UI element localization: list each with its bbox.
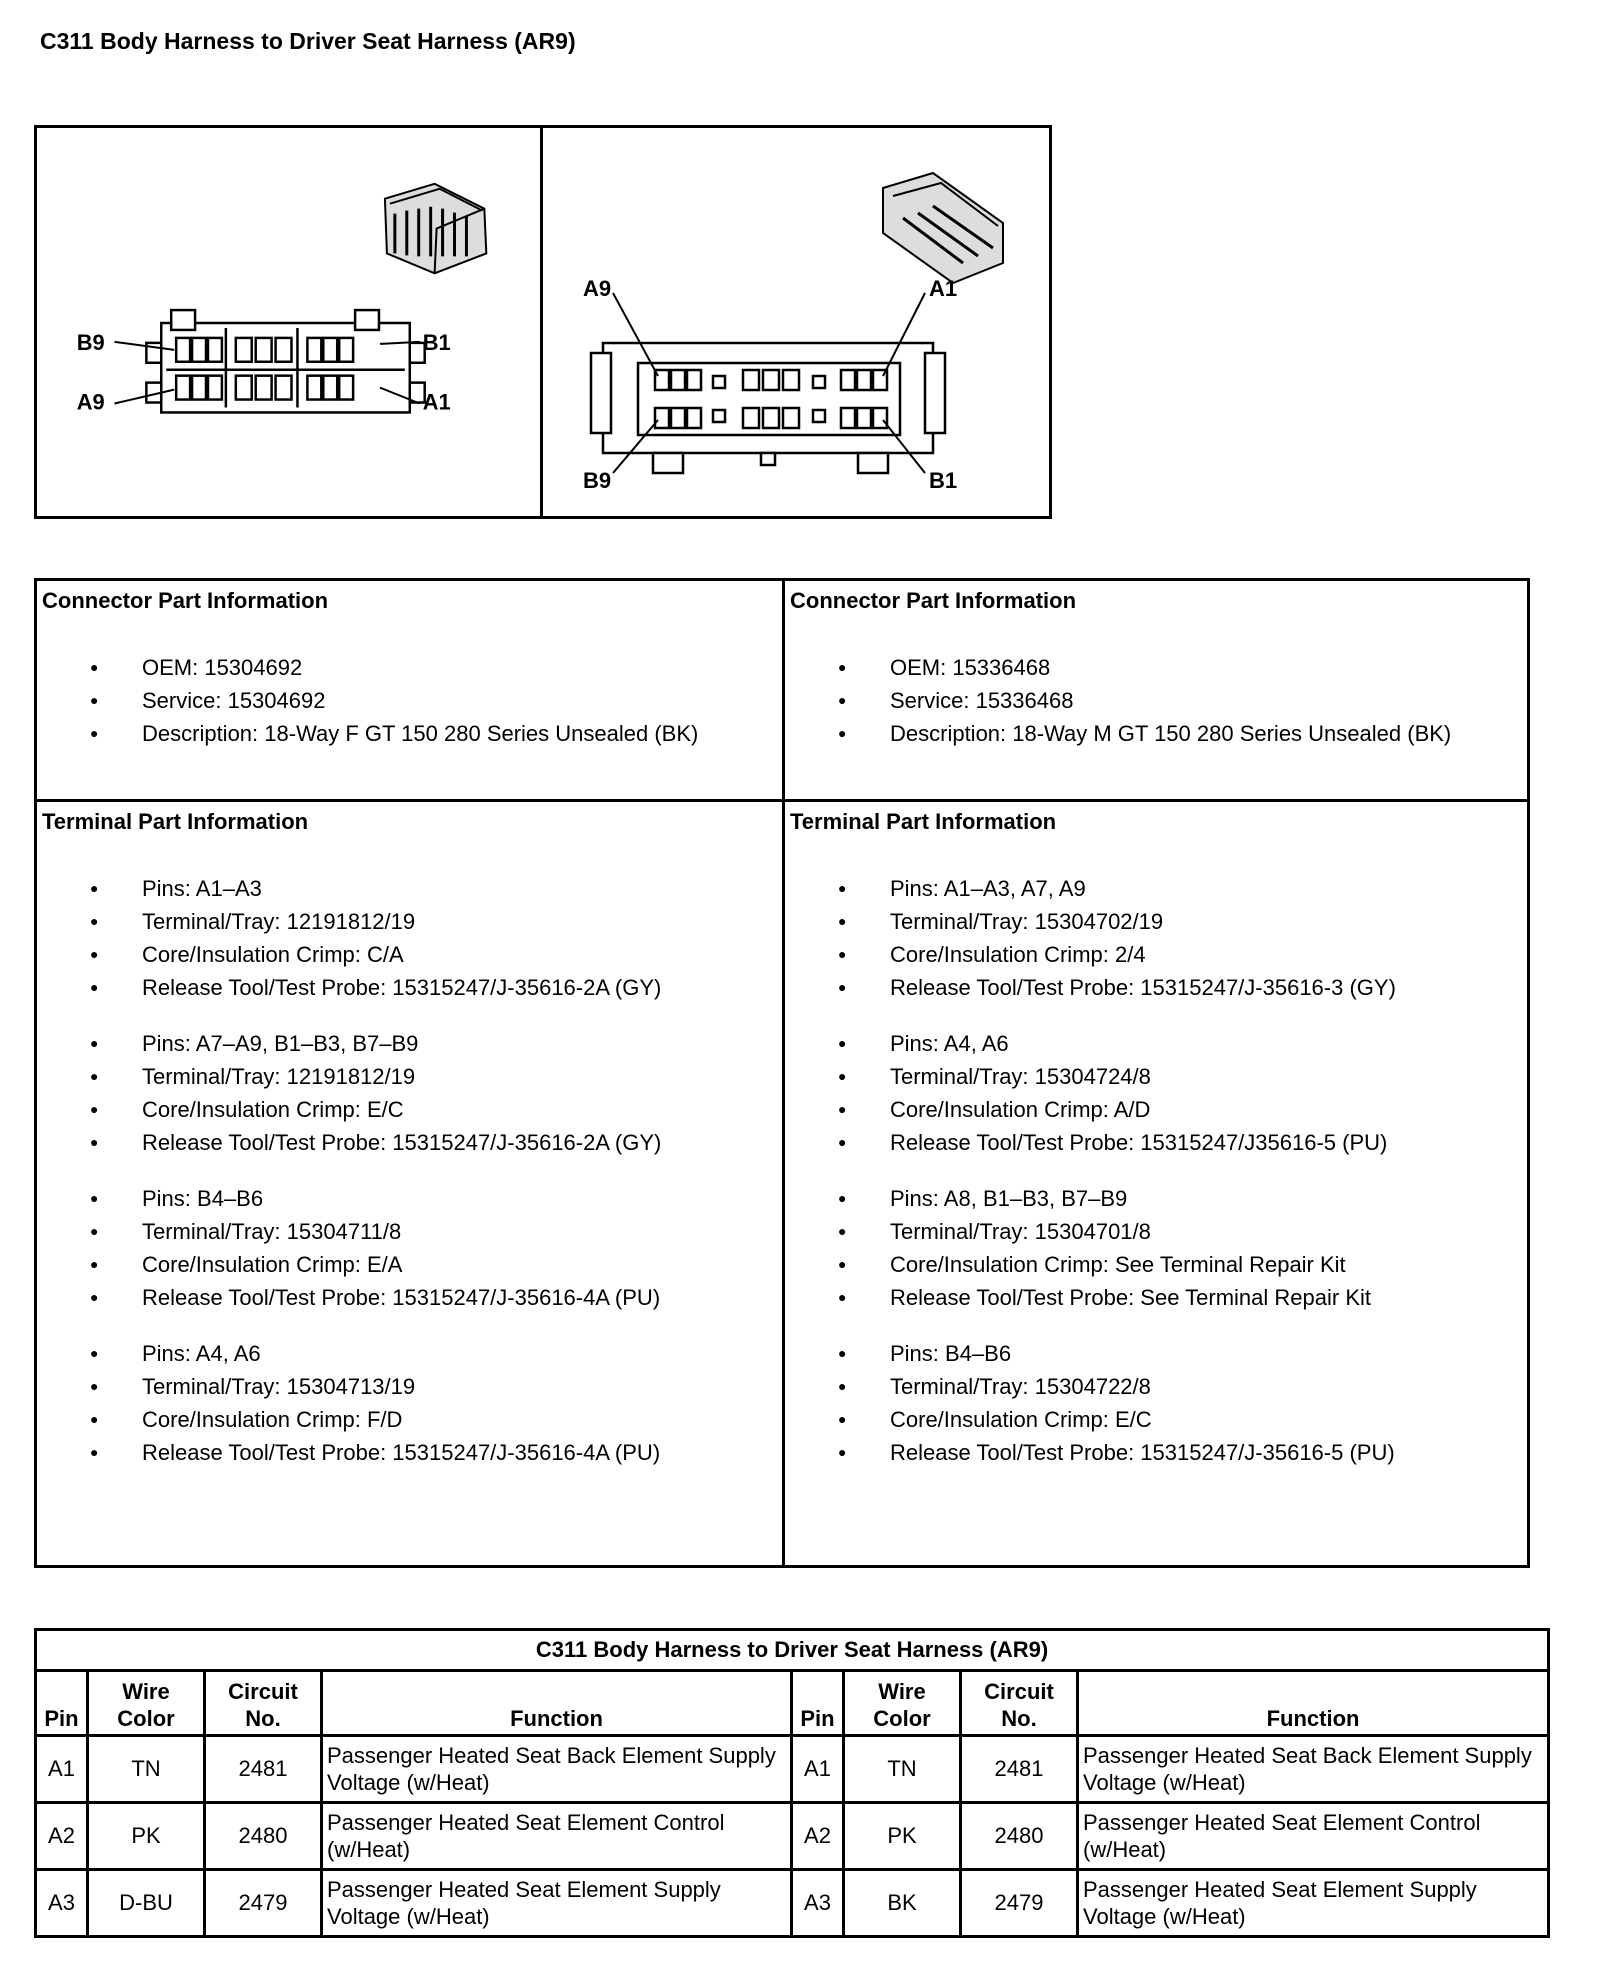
list-item: ● Pins: A8, B1–B3, B7–B9 (790, 1182, 1527, 1215)
list-item: ● Terminal/Tray: 15304722/8 (790, 1370, 1527, 1403)
list-item: ● OEM: 15336468 (790, 651, 1527, 684)
terminal-group (42, 1182, 782, 1314)
col-function: Function (1078, 1671, 1549, 1736)
list-item: ● Core/Insulation Crimp: E/A (42, 1248, 782, 1281)
list-item: ● Core/Insulation Crimp: E/C (790, 1403, 1527, 1436)
cell-pin: A1 (36, 1736, 88, 1803)
list-item: ● Terminal/Tray: 15304701/8 (790, 1215, 1527, 1248)
col-wire-color: Wire Color (88, 1671, 205, 1736)
connector-info-list (42, 651, 782, 750)
connector-figures (34, 125, 1052, 519)
label-b1: B1 (422, 329, 451, 355)
list-item: ● Terminal/Tray: 15304724/8 (790, 1060, 1527, 1093)
cell-color: TN (844, 1736, 961, 1803)
list-item: ● Terminal/Tray: 15304713/19 (42, 1370, 782, 1403)
page-title: C311 Body Harness to Driver Seat Harness (AR9) (40, 28, 576, 54)
list-item: ● Release Tool/Test Probe: 15315247/J-35616-3 (GY) (790, 971, 1527, 1004)
male-connector-face (591, 343, 945, 473)
male-connector-iso-icon (883, 173, 1003, 283)
cell-circuit: 2479 (205, 1870, 322, 1937)
label-a1: A1 (422, 389, 451, 415)
table-row (36, 1736, 1549, 1803)
list-item: ● Terminal/Tray: 15304702/19 (790, 905, 1527, 938)
cell-circuit: 2480 (205, 1803, 322, 1870)
section-heading: Connector Part Information (42, 588, 329, 613)
cell-color: D-BU (88, 1870, 205, 1937)
terminal-group (42, 872, 782, 1004)
list-item: ● Description: 18-Way M GT 150 280 Series Unsealed (BK) (790, 717, 1527, 750)
list-item: ● Pins: B4–B6 (42, 1182, 782, 1215)
cell-color: BK (844, 1870, 961, 1937)
section-heading: Terminal Part Information (790, 809, 1057, 834)
female-connector-face (146, 310, 424, 412)
terminal-info-left (37, 799, 782, 1565)
list-item: ● Release Tool/Test Probe: 15315247/J-35616-4A (PU) (42, 1281, 782, 1314)
pinout-table (34, 1628, 1550, 1938)
list-item: ● Terminal/Tray: 12191812/19 (42, 1060, 782, 1093)
list-item: ● Core/Insulation Crimp: A/D (790, 1093, 1527, 1126)
list-item: ● Pins: A7–A9, B1–B3, B7–B9 (42, 1027, 782, 1060)
list-item: ● Terminal/Tray: 12191812/19 (42, 905, 782, 938)
col-pin: Pin (792, 1671, 844, 1736)
list-item: ● Pins: A1–A3 (42, 872, 782, 905)
section-heading: Connector Part Information (790, 588, 1077, 613)
list-item: ● Terminal/Tray: 15304711/8 (42, 1215, 782, 1248)
section-heading: Terminal Part Information (42, 809, 309, 834)
cell-pin: A3 (792, 1870, 844, 1937)
col-function: Function (322, 1671, 792, 1736)
terminal-info-right (782, 799, 1527, 1565)
label-b9: B9 (76, 329, 105, 355)
list-item: ● OEM: 15304692 (42, 651, 782, 684)
connector-info-left (37, 581, 782, 799)
cell-circuit: 2481 (205, 1736, 322, 1803)
list-item: ● Core/Insulation Crimp: C/A (42, 938, 782, 971)
cell-color: PK (88, 1803, 205, 1870)
terminal-group (42, 1337, 782, 1469)
terminal-group (790, 1182, 1527, 1314)
terminal-group (790, 1337, 1527, 1469)
female-connector-figure (37, 128, 543, 516)
col-wire-color: Wire Color (844, 1671, 961, 1736)
male-connector-figure (543, 128, 1049, 516)
list-item: ● Description: 18-Way F GT 150 280 Series Unsealed (BK) (42, 717, 782, 750)
label-a9: A9 (76, 389, 105, 415)
female-connector-drawing (37, 128, 540, 516)
cell-function: Passenger Heated Seat Back Element Supply Voltage (w/Heat) (322, 1736, 792, 1803)
list-item: ● Service: 15304692 (42, 684, 782, 717)
male-connector-drawing (543, 128, 1049, 516)
label-b1: B1 (929, 468, 958, 493)
list-item: ● Pins: B4–B6 (790, 1337, 1527, 1370)
list-item: ● Release Tool/Test Probe: 15315247/J-35616-5 (PU) (790, 1436, 1527, 1469)
list-item: ● Core/Insulation Crimp: F/D (42, 1403, 782, 1436)
label-a9: A9 (583, 276, 612, 301)
table-row (36, 1870, 1549, 1937)
female-connector-iso-icon (385, 184, 486, 273)
label-a1: A1 (929, 276, 958, 301)
cell-circuit: 2480 (961, 1803, 1078, 1870)
col-circuit: Circuit No. (961, 1671, 1078, 1736)
connector-info-list (790, 651, 1527, 750)
cell-function: Passenger Heated Seat Element Control (w/Heat) (1078, 1803, 1549, 1870)
table-header-row (36, 1671, 1549, 1736)
cell-color: PK (844, 1803, 961, 1870)
connector-info-right (782, 581, 1527, 799)
list-item: ● Pins: A4, A6 (42, 1337, 782, 1370)
list-item: ● Release Tool/Test Probe: 15315247/J-35616-4A (PU) (42, 1436, 782, 1469)
cell-function: Passenger Heated Seat Element Supply Voltage (w/Heat) (1078, 1870, 1549, 1937)
cell-function: Passenger Heated Seat Element Supply Voltage (w/Heat) (322, 1870, 792, 1937)
cell-circuit: 2479 (961, 1870, 1078, 1937)
terminal-group (790, 1027, 1527, 1159)
list-item: ● Service: 15336468 (790, 684, 1527, 717)
list-item: ● Release Tool/Test Probe: 15315247/J-35616-2A (GY) (42, 1126, 782, 1159)
col-pin: Pin (36, 1671, 88, 1736)
cell-function: Passenger Heated Seat Element Control (w/Heat) (322, 1803, 792, 1870)
part-information-grid (34, 578, 1530, 1568)
list-item: ● Core/Insulation Crimp: See Terminal Repair Kit (790, 1248, 1527, 1281)
cell-color: TN (88, 1736, 205, 1803)
list-item: ● Pins: A4, A6 (790, 1027, 1527, 1060)
list-item: ● Release Tool/Test Probe: 15315247/J-35616-2A (GY) (42, 971, 782, 1004)
cell-circuit: 2481 (961, 1736, 1078, 1803)
table-row (36, 1803, 1549, 1870)
list-item: ● Release Tool/Test Probe: See Terminal Repair Kit (790, 1281, 1527, 1314)
cell-pin: A3 (36, 1870, 88, 1937)
list-item: ● Pins: A1–A3, A7, A9 (790, 872, 1527, 905)
label-b9: B9 (583, 468, 612, 493)
cell-function: Passenger Heated Seat Back Element Supply Voltage (w/Heat) (1078, 1736, 1549, 1803)
col-circuit: Circuit No. (205, 1671, 322, 1736)
list-item: ● Core/Insulation Crimp: E/C (42, 1093, 782, 1126)
cell-pin: A1 (792, 1736, 844, 1803)
list-item: ● Core/Insulation Crimp: 2/4 (790, 938, 1527, 971)
table-caption: C311 Body Harness to Driver Seat Harness (AR9) (36, 1630, 1549, 1671)
list-item: ● Release Tool/Test Probe: 15315247/J35616-5 (PU) (790, 1126, 1527, 1159)
cell-pin: A2 (36, 1803, 88, 1870)
terminal-group (790, 872, 1527, 1004)
cell-pin: A2 (792, 1803, 844, 1870)
terminal-group (42, 1027, 782, 1159)
